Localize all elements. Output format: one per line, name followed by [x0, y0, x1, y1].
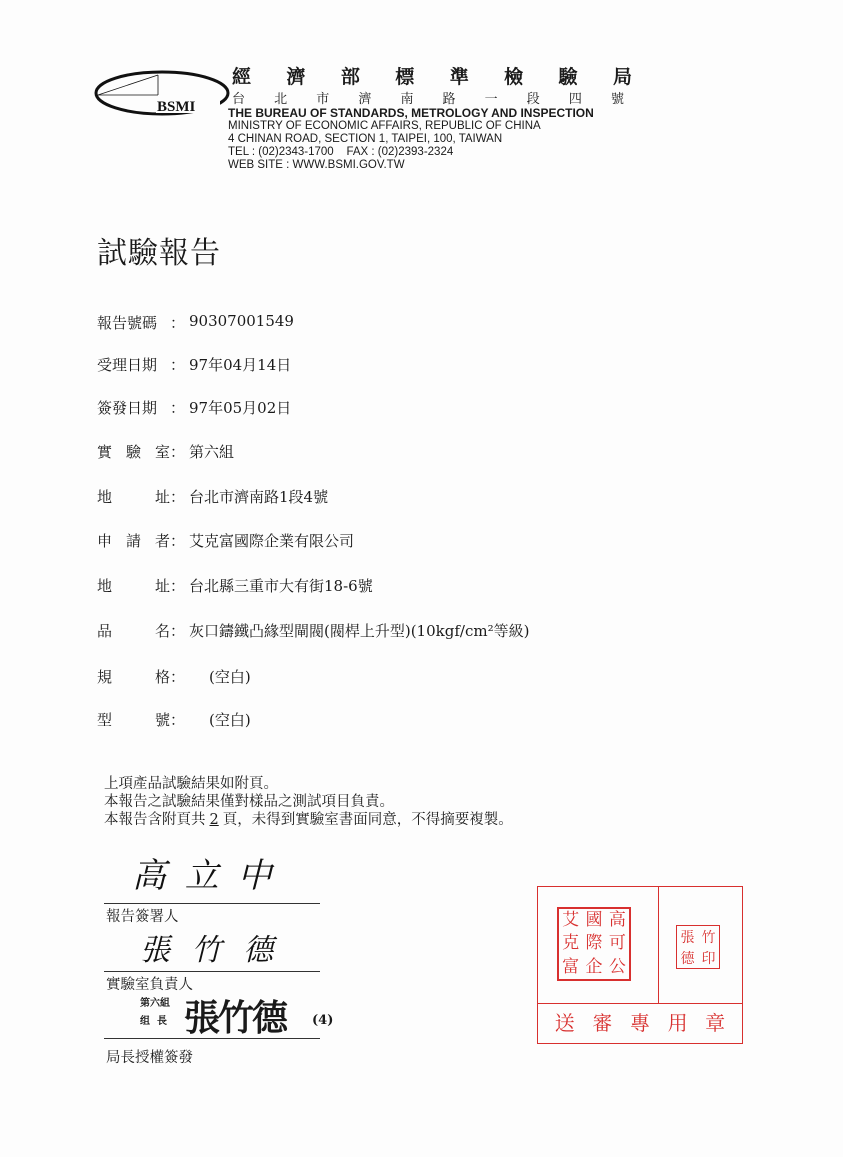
note-line-2: 本報告之試驗結果僅對樣品之測試項目負責。 — [104, 794, 394, 810]
field-value: 台北市濟南路1段4號 — [189, 488, 329, 506]
field-label: 型 號： — [97, 711, 185, 729]
field-value: (空白) — [209, 668, 251, 686]
field-report-number — [97, 312, 294, 333]
signer-label-report: 報告簽署人 — [106, 909, 179, 925]
review-stamp — [537, 886, 743, 1044]
signature-line — [104, 903, 320, 904]
chop-unit-title: 第六組 组 長 — [140, 998, 170, 1027]
org-name-cn: 經 濟 部 標 準 檢 驗 局 — [232, 66, 632, 88]
stamp-caption: 送 審 專 用 章 — [554, 1011, 726, 1035]
address-en: 4 CHINAN ROAD, SECTION 1, TAIPEI, 100, TAIWAN — [228, 133, 503, 145]
note-line-3: 本報告含附頁共 2 頁，未得到實驗室書面同意，不得摘要複製。 — [104, 812, 513, 828]
field-value: 艾克富國際企業有限公司 — [189, 532, 355, 550]
field-label: 地 址： — [97, 488, 185, 506]
field-applicant — [97, 530, 354, 551]
chop-name-stamp: 張竹德 — [184, 997, 287, 1039]
signer-label-director: 局長授權簽發 — [106, 1050, 193, 1066]
report-title: 試驗報告 — [97, 236, 221, 271]
address-cn: 台 北 市 濟 南 路 一 段 四 號 — [232, 92, 624, 107]
field-label: 簽發日期 ： — [97, 399, 185, 417]
field-model — [97, 709, 251, 730]
signature-line — [104, 1038, 320, 1039]
field-received-date — [97, 354, 291, 375]
personal-seal: 張 竹 德 印 — [676, 925, 720, 969]
field-label: 報告號碼 ： — [97, 314, 185, 332]
signature-lab-head: 張 竹 德 — [140, 933, 280, 968]
company-seal: 艾 國 高 克 際 可 富 企 公 — [557, 907, 631, 981]
bsmi-logo — [94, 68, 232, 118]
field-label: 規 格： — [97, 668, 185, 686]
tel-fax: TEL : (02)2343-1700 FAX : (02)2393-2324 — [228, 146, 454, 158]
header-english-block — [228, 107, 594, 172]
field-applicant-address — [97, 575, 373, 596]
chop-number: (4) — [312, 1013, 334, 1028]
field-specification — [97, 666, 251, 687]
note-line-1: 上項產品試驗結果如附頁。 — [104, 776, 278, 792]
field-label: 實 驗 室： — [97, 443, 185, 461]
field-value: 第六組 — [189, 443, 235, 461]
website: WEB SITE : WWW.BSMI.GOV.TW — [228, 159, 405, 171]
svg-text:BSMI: BSMI — [157, 99, 196, 115]
ministry-en: MINISTRY OF ECONOMIC AFFAIRS, REPUBLIC OF CHINA — [228, 120, 541, 132]
field-label: 申 請 者： — [97, 532, 185, 550]
stamp-divider — [658, 887, 659, 1003]
signature-line — [104, 971, 320, 972]
field-product-name — [97, 620, 529, 641]
field-label: 品 名： — [97, 622, 185, 640]
report-notes — [104, 775, 513, 829]
field-value: 97年05月02日 — [189, 399, 292, 417]
field-value: 97年04月14日 — [189, 356, 292, 374]
field-issue-date — [97, 397, 291, 418]
field-value: (空白) — [209, 711, 251, 729]
field-label: 受理日期 ： — [97, 356, 185, 374]
signature-report-signer: 高 立 中 — [132, 856, 276, 896]
org-name-en: THE BUREAU OF STANDARDS, METROLOGY AND INSPECTION — [228, 106, 594, 120]
field-value: 90307001549 — [189, 312, 294, 330]
page-count: 2 — [209, 812, 219, 828]
stamp-divider — [538, 1003, 742, 1004]
field-label: 地 址： — [97, 577, 185, 595]
field-lab-address — [97, 486, 328, 507]
field-value: 台北縣三重市大有街18-6號 — [189, 577, 373, 595]
signer-label-lab-head: 實驗室負責人 — [106, 977, 193, 993]
field-laboratory — [97, 441, 234, 462]
field-value: 灰口鑄鐵凸緣型閘閥(閥桿上升型)(10kgf/cm²等級) — [189, 622, 530, 640]
